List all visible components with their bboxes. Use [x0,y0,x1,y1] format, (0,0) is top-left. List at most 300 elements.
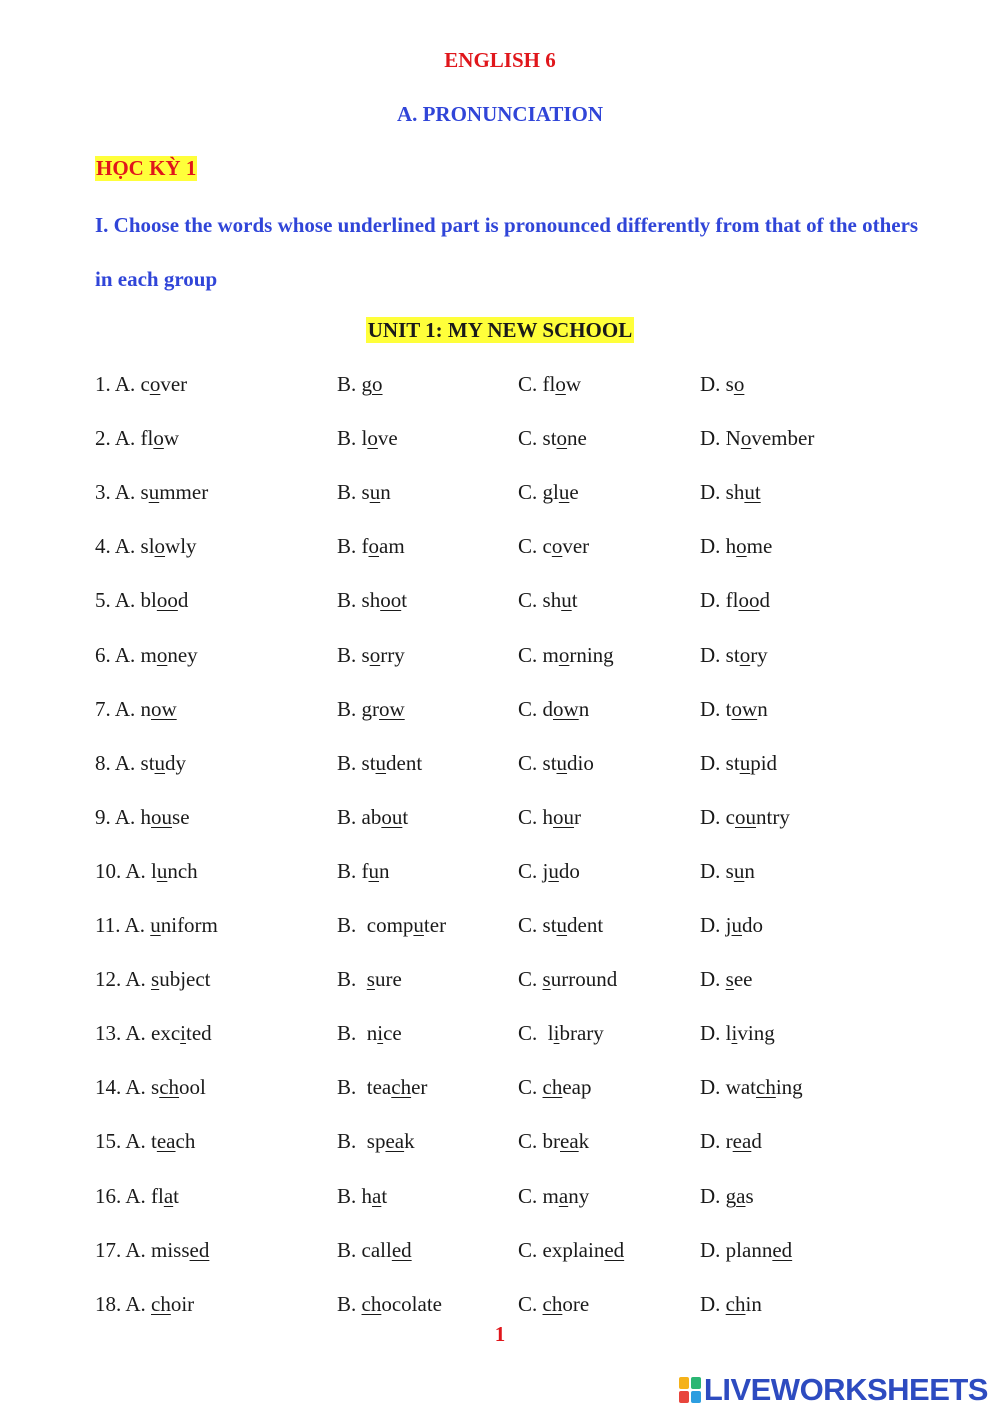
question-number: 7. A. [95,696,141,721]
answer-option-d[interactable] [700,643,768,668]
underlined-part: i [553,1021,560,1046]
word-part: rry [380,642,405,667]
word-part: n [744,858,755,883]
underlined-part: a [163,1183,174,1208]
word-part: r [574,804,582,829]
answer-option-b[interactable] [337,1075,427,1100]
underlined-part: ea [385,1129,405,1154]
underlined-part: u [369,480,381,505]
answer-option-b[interactable] [337,372,383,397]
option-letter: B. [337,1021,367,1046]
word-part: exc [151,1021,181,1046]
word-part: e [569,480,579,505]
underlined-part: u [368,858,380,883]
answer-option-a[interactable] [95,751,186,776]
underlined-part: u [413,913,424,937]
answer-option-c[interactable] [518,805,581,830]
word-part: t [571,588,578,613]
word-part: n [757,696,768,721]
answer-option-a[interactable] [95,697,177,722]
option-letter: B. [337,1183,362,1208]
answer-option-d[interactable] [700,859,755,884]
word-part: s [725,372,734,396]
answer-option-c[interactable] [518,697,589,722]
word-part: j [542,858,549,883]
answer-option-c[interactable] [518,1129,589,1154]
answer-option-d[interactable] [700,588,770,613]
answer-option-d[interactable] [700,1075,803,1100]
word-part: ore [562,1291,590,1316]
underlined-part: o [367,426,378,451]
question-number: 14. A. [95,1075,152,1100]
answer-option-b[interactable] [337,480,391,505]
word-part: n [366,1021,378,1046]
question-number: 6. A. [95,642,141,667]
underlined-part: s [151,967,160,992]
word-part: c [140,372,150,396]
word-part: ocolate [381,1291,442,1316]
word-part: l [725,1021,732,1046]
word-part: h [140,804,152,829]
question-row [0,1238,1000,1268]
word-part: s [725,858,734,883]
answer-option-d[interactable] [700,480,761,505]
answer-option-c[interactable] [518,588,578,613]
word-part: h [542,804,554,829]
underlined-part: ou [381,804,403,829]
word-part: ry [750,642,768,667]
word-part: me [746,534,773,559]
question-number: 3. A. [95,480,141,505]
answer-option-d[interactable] [700,913,763,938]
underlined-part: ed [391,1237,412,1262]
word-part: comp [366,913,414,937]
word-part: niform [160,913,218,937]
question-number: 9. A. [95,804,141,829]
word-part: fl [542,372,556,396]
word-part: plann [725,1237,773,1262]
underlined-part: a [372,1183,382,1208]
question-row [0,1021,1000,1051]
word-part: f [361,534,369,559]
underlined-part: o [556,426,568,451]
answer-option-b[interactable] [337,967,402,992]
answer-option-c[interactable] [518,372,581,397]
answer-option-a[interactable] [95,480,208,505]
question-number: 17. A. [95,1237,152,1262]
option-letter: D. [700,1183,726,1208]
answer-option-b[interactable] [337,1238,412,1263]
question-row [0,1292,1000,1322]
answer-option-b[interactable] [337,1184,387,1209]
word-part: t [173,1183,180,1208]
underlined-part: ch [159,1075,180,1100]
answer-option-c[interactable] [518,534,589,559]
word-part: m [542,642,559,667]
underlined-part: u [548,858,559,883]
word-part: g [361,372,373,396]
word-part: w [565,372,582,396]
answer-option-a[interactable] [95,588,188,613]
answer-option-a[interactable] [95,859,198,884]
answer-option-c[interactable] [518,643,614,668]
word-part: ubject [159,967,211,992]
answer-option-a[interactable] [95,1021,212,1046]
answer-option-c[interactable] [518,1075,592,1100]
question-row [0,588,1000,618]
option-letter: B. [337,480,362,505]
answer-option-c[interactable] [518,913,603,938]
question-row [0,805,1000,835]
underlined-part: ch [542,1075,563,1100]
underlined-part: ow [553,696,579,721]
semester-label: HỌC KỲ 1 [96,156,197,180]
underlined-part: ow [731,696,758,721]
underlined-part: ou [553,804,575,829]
underlined-part: o [153,426,164,451]
question-row [0,913,1000,943]
answer-option-a[interactable] [95,426,179,451]
word-part: n [140,696,152,721]
word-part: n [578,696,590,721]
option-letter: D. [700,1237,726,1262]
question-number: 8. A. [95,750,141,775]
underlined-part: ea [560,1129,579,1154]
word-part: wat [725,1075,756,1100]
underlined-part: ou [151,804,173,829]
word-part: w [163,426,180,451]
word-part: t [402,804,409,829]
underlined-part: i [180,1021,187,1046]
option-letter: C. [518,804,543,829]
question-number: 15. A. [95,1129,152,1154]
underlined-part: o [372,372,383,396]
answer-option-b[interactable] [337,588,407,613]
option-letter: D. [700,804,726,829]
underlined-part: o [551,534,563,559]
option-letter: C. [518,858,543,883]
word-part: brary [559,1021,604,1046]
word-part: bl [140,588,157,613]
option-letter: B. [337,804,362,829]
word-part: ny [568,1183,590,1208]
option-letter: D. [700,372,726,396]
word-part: ce [383,1021,402,1046]
answer-option-b[interactable] [337,1129,415,1154]
word-part: dent [386,750,423,775]
answer-option-c[interactable] [518,859,580,884]
unit-heading-wrap [0,318,1000,343]
page-number: 1 [494,1322,506,1346]
word-part: st [542,426,557,451]
option-letter: C. [518,1075,543,1100]
question-number: 13. A. [95,1021,152,1046]
underlined-part: u [375,750,387,775]
word-part: st [140,750,155,775]
word-part: d [751,1129,762,1154]
underlined-part: s [366,967,375,992]
word-part: ted [186,1021,212,1046]
word-part: st [725,642,740,667]
option-letter: C. [518,967,543,992]
underlined-part: a [736,1183,746,1208]
liveworksheets-logo [679,1372,988,1408]
option-letter: B. [337,372,362,396]
underlined-part: a [558,1183,569,1208]
answer-option-c[interactable] [518,1238,624,1263]
answer-option-a[interactable] [95,372,187,397]
option-letter: C. [518,1183,543,1208]
underlined-part: o [368,534,380,559]
answer-option-d[interactable] [700,1129,762,1154]
word-part: ving [737,1021,775,1046]
word-part: mmer [159,480,209,505]
option-letter: B. [337,534,362,559]
option-letter: C. [518,642,543,667]
word-part: t [381,1183,388,1208]
option-letter: D. [700,480,726,505]
word-part: ver [562,534,590,559]
underlined-part: o [149,372,161,396]
word-part: vember [751,426,815,451]
question-number: 18. A. [95,1291,152,1316]
option-letter: B. [337,1129,367,1154]
word-part: dent [567,913,604,937]
word-part: in [745,1291,762,1316]
option-letter: D. [700,588,726,613]
question-row [0,967,1000,997]
option-letter: B. [337,696,362,721]
underlined-part: u [154,750,166,775]
option-letter: B. [337,913,367,937]
word-part: gl [542,480,559,505]
underlined-part: ed [772,1237,793,1262]
word-part: do [742,913,764,937]
answer-option-a[interactable] [95,1129,195,1154]
word-part: l [361,426,368,451]
option-letter: C. [518,426,543,451]
section-heading: A. PRONUNCIATION [396,102,604,126]
underlined-part: ou [735,804,756,829]
option-letter: D. [700,750,726,775]
underlined-part: o [156,642,168,667]
answer-option-d[interactable] [700,372,744,397]
option-letter: C. [518,750,543,775]
word-part: sh [542,588,562,613]
question-row [0,1184,1000,1214]
answer-option-b[interactable] [337,751,422,776]
option-letter: B. [337,1075,367,1100]
underlined-part: u [561,588,572,613]
answer-option-a[interactable] [95,643,198,668]
word-part: ntry [756,804,790,829]
answer-option-b[interactable] [337,697,405,722]
option-letter: D. [700,696,726,721]
word-part: st [542,750,557,775]
answer-option-a[interactable] [95,1184,179,1209]
option-letter: C. [518,534,543,559]
question-row [0,426,1000,456]
option-letter: B. [337,750,362,775]
answer-option-b[interactable] [337,1021,402,1046]
answer-option-d[interactable] [700,751,777,776]
word-part: ing [775,1075,803,1100]
word-part: call [361,1237,392,1262]
option-letter: C. [518,1021,548,1046]
word-part: s [361,480,370,505]
underlined-part: ow [379,696,405,721]
word-part: s [745,1183,754,1208]
question-number: 11. A. [95,913,151,937]
option-letter: C. [518,372,543,396]
option-letter: B. [337,1237,362,1262]
answer-option-d[interactable] [700,967,753,992]
underlined-part: o [733,372,745,396]
liveworksheets-logo-icon [679,1377,701,1403]
answer-option-a[interactable] [95,1292,194,1317]
word-part: ne [567,426,587,451]
answer-option-c[interactable] [518,1292,589,1317]
underlined-part: u [731,913,743,937]
answer-option-b[interactable] [337,1292,442,1317]
word-part: t [151,1129,157,1154]
question-number: 1. A. [95,372,141,396]
word-part: ee [733,967,753,992]
answer-option-d[interactable] [700,426,814,451]
word-part: f [361,858,369,883]
option-letter: D. [700,1021,726,1046]
question-row [0,643,1000,673]
question-row [0,480,1000,510]
underlined-part: oo [380,588,402,613]
word-part: d [542,696,554,721]
word-part: h [725,534,737,559]
underlined-part: ea [732,1129,752,1154]
word-part: miss [151,1237,190,1262]
answer-option-d[interactable] [700,1021,775,1046]
answer-option-d[interactable] [700,1238,792,1263]
option-letter: C. [518,1237,543,1262]
underlined-part: s [725,967,734,992]
answer-option-a[interactable] [95,534,197,559]
answer-option-b[interactable] [337,805,408,830]
underlined-part: o [740,426,752,451]
underlined-part: ed [604,1237,625,1262]
underlined-part: u [556,750,568,775]
word-part: k [578,1129,590,1154]
word-part: s [151,1075,160,1100]
underlined-part: u [739,750,751,775]
answer-option-a[interactable] [95,913,218,938]
underlined-part: o [739,642,751,667]
word-part: nch [167,858,198,883]
underlined-part: s [542,967,551,992]
word-part: dio [567,750,594,775]
option-letter: C. [518,480,543,505]
answer-option-a[interactable] [95,967,211,992]
underlined-part: u [150,913,161,937]
word-part: t [725,696,732,721]
word-part: st [725,750,740,775]
question-row [0,859,1000,889]
option-letter: B. [337,967,367,992]
word-part: urround [550,967,618,992]
answer-option-d[interactable] [700,805,790,830]
answer-option-c[interactable] [518,1021,604,1046]
option-letter: C. [518,1291,543,1316]
underlined-part: ch [361,1291,382,1316]
word-part: sl [140,534,155,559]
answer-option-d[interactable] [700,697,768,722]
answer-option-d[interactable] [700,1184,754,1209]
option-letter: C. [518,588,543,613]
question-number: 16. A. [95,1183,152,1208]
underlined-part: o [558,642,570,667]
word-part: sh [361,588,381,613]
answer-option-b[interactable] [337,913,446,938]
option-letter: B. [337,588,362,613]
answer-option-a[interactable] [95,1238,209,1263]
word-part: sh [725,480,745,505]
answer-option-d[interactable] [700,534,772,559]
word-part: do [558,858,580,883]
underlined-part: ch [151,1291,171,1316]
option-letter: C. [518,913,543,937]
question-number: 12. A. [95,967,152,992]
word-part: t [401,588,408,613]
option-letter: D. [700,642,726,667]
word-part: tea [366,1075,392,1100]
answer-option-b[interactable] [337,859,390,884]
answer-option-d[interactable] [700,1292,762,1317]
word-part: l [547,1021,554,1046]
option-letter: D. [700,967,726,992]
answer-option-c[interactable] [518,967,617,992]
answer-option-c[interactable] [518,426,587,451]
word-part: st [542,913,557,937]
underlined-part: oo [156,588,178,613]
word-part: br [542,1129,561,1154]
answer-option-a[interactable] [95,805,190,830]
word-part: ab [361,804,382,829]
word-part: se [172,804,190,829]
underlined-part: i [731,1021,738,1046]
underlined-part: o [736,534,747,559]
answer-option-a[interactable] [95,1075,206,1100]
word-part: k [404,1129,415,1154]
answer-option-c[interactable] [518,751,594,776]
answer-option-c[interactable] [518,1184,589,1209]
answer-option-b[interactable] [337,643,405,668]
answer-option-b[interactable] [337,534,405,559]
answer-option-c[interactable] [518,480,579,505]
word-part: n [380,480,391,505]
word-part: st [361,750,376,775]
option-letter: C. [518,696,543,721]
option-letter: D. [700,913,726,937]
word-part: ver [160,372,188,396]
underlined-part: u [556,913,568,937]
word-part: ney [167,642,198,667]
word-part: wly [165,534,197,559]
word-part: m [542,1183,559,1208]
option-letter: B. [337,426,362,451]
answer-option-b[interactable] [337,426,398,451]
underlined-part: u [558,480,570,505]
option-letter: B. [337,1291,362,1316]
word-part: d [759,588,770,613]
question-row [0,751,1000,781]
